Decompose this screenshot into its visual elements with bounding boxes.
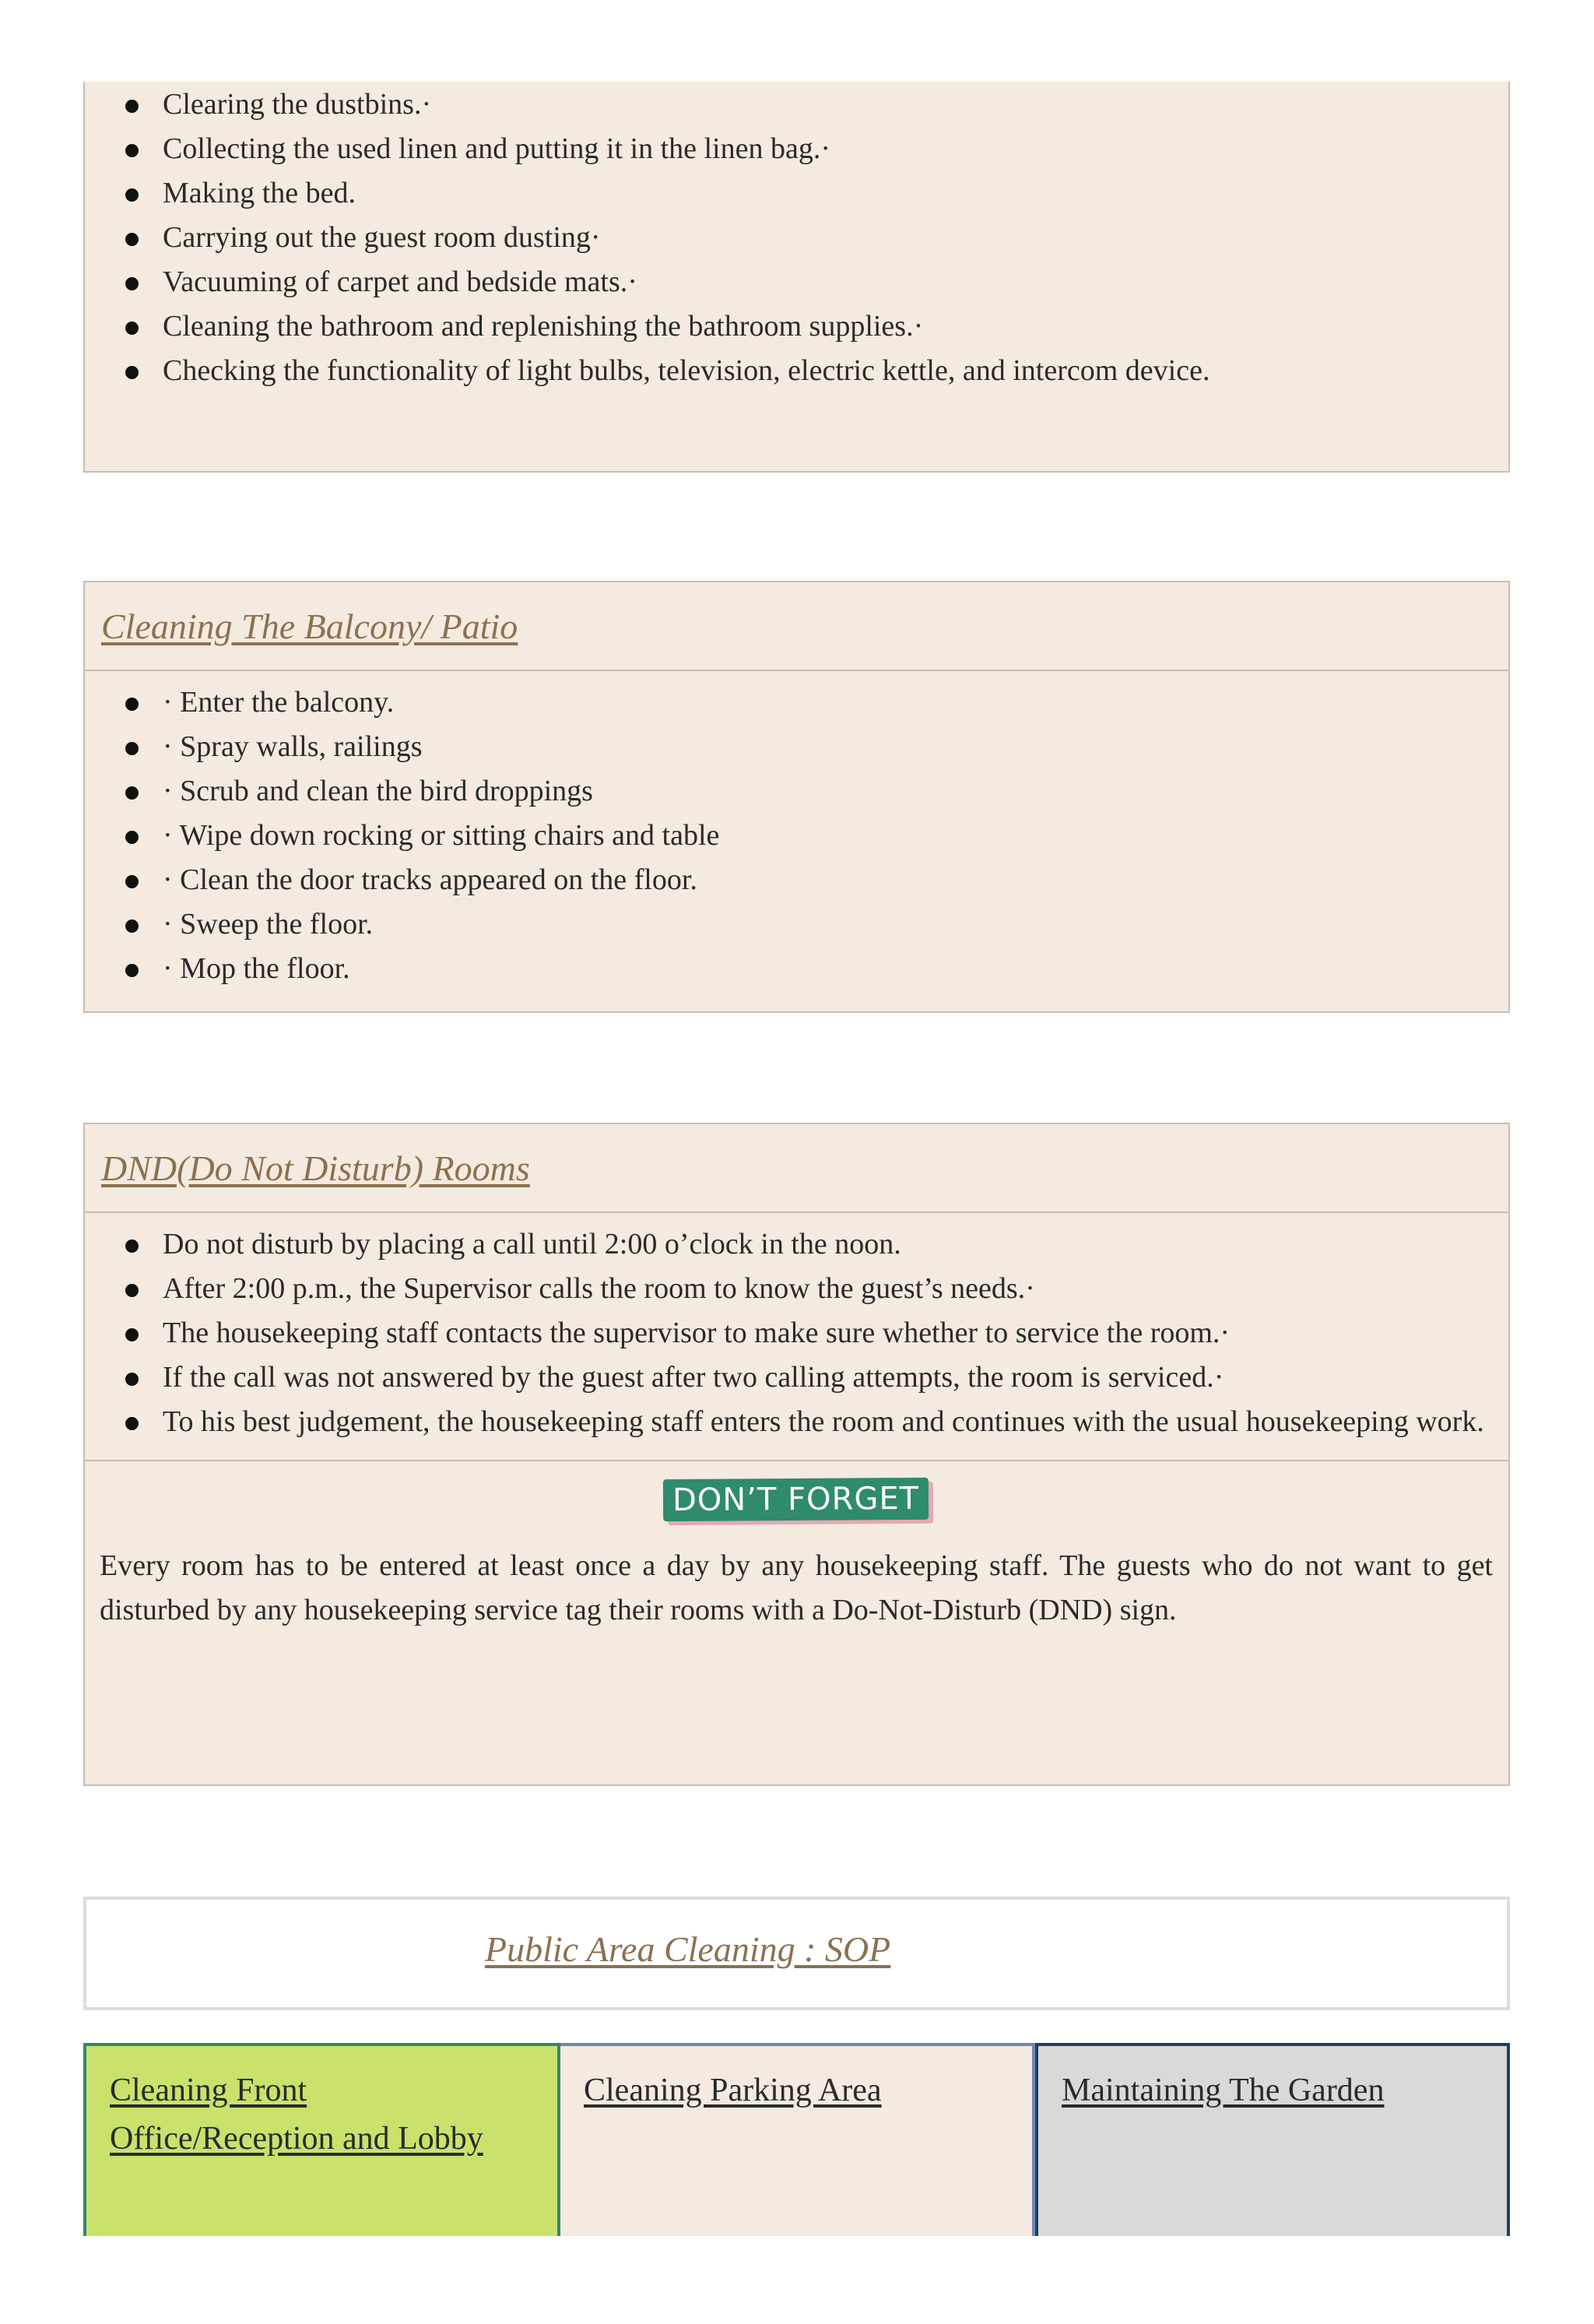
balcony-header xyxy=(85,582,1508,671)
balcony-panel xyxy=(83,581,1510,1013)
list-item: · Clean the door tracks appeared on the floor. xyxy=(85,858,1508,902)
dnd-panel xyxy=(83,1123,1510,1786)
list-item: To his best judgement, the housekeeping staff enters the room and continues with the usual housekeeping work. xyxy=(85,1400,1508,1444)
public-area-header xyxy=(83,1897,1510,2010)
list-item: Do not disturb by placing a call until 2:00 o’clock in the noon. xyxy=(85,1222,1508,1267)
tab-garden-label[interactable]: Maintaining The Garden xyxy=(1062,2073,1385,2108)
dnd-list xyxy=(85,1213,1508,1460)
dnd-note-text: Every room has to be entered at least once a day by any housekeeping staff. The guests who do not want to get disturbed by any housekeeping service tag their rooms with a Do-Not-Disturb (DND) sign. xyxy=(100,1549,1493,1626)
list-item: · Enter the balcony. xyxy=(85,680,1508,725)
room-cleaning-panel xyxy=(83,82,1510,473)
list-item: Making the bed. xyxy=(85,171,1508,216)
list-item: If the call was not answered by the guest after two calling attempts, the room is serviced.· xyxy=(85,1355,1508,1400)
tab-garden[interactable] xyxy=(1035,2043,1510,2236)
dnd-header xyxy=(85,1124,1508,1213)
public-area-title[interactable]: Public Area Cleaning : SOP xyxy=(485,1929,891,1969)
tab-parking-area[interactable] xyxy=(560,2043,1035,2236)
public-area-tabs xyxy=(83,2043,1510,2236)
tab-front-office-label[interactable]: Cleaning Front Office/Reception and Lobby xyxy=(110,2073,483,2157)
list-item: After 2:00 p.m., the Supervisor calls the room to know the guest’s needs.· xyxy=(85,1267,1508,1311)
list-item: Clearing the dustbins.· xyxy=(85,83,1508,127)
list-item: · Scrub and clean the bird droppings xyxy=(85,769,1508,814)
list-item: Checking the functionality of light bulbs, television, electric kettle, and intercom device. xyxy=(85,349,1508,393)
dont-forget-badge: DON’T FORGET xyxy=(663,1478,929,1521)
list-item: · Sweep the floor. xyxy=(85,902,1508,947)
list-item: · Spray walls, railings xyxy=(85,725,1508,769)
badge-wrap xyxy=(100,1478,1493,1521)
dnd-title[interactable]: DND(Do Not Disturb) Rooms xyxy=(101,1148,530,1188)
list-item: · Wipe down rocking or sitting chairs and table xyxy=(85,814,1508,858)
list-item: The housekeeping staff contacts the supervisor to make sure whether to service the room.· xyxy=(85,1311,1508,1355)
list-item: Collecting the used linen and putting it in the linen bag.· xyxy=(85,127,1508,171)
list-item: · Mop the floor. xyxy=(85,947,1508,991)
list-item: Carrying out the guest room dusting· xyxy=(85,216,1508,260)
dnd-note xyxy=(85,1460,1508,1656)
tab-front-office[interactable] xyxy=(83,2043,560,2236)
balcony-title[interactable]: Cleaning The Balcony/ Patio xyxy=(101,606,518,646)
list-item: Vacuuming of carpet and bedside mats.· xyxy=(85,260,1508,304)
balcony-list xyxy=(85,671,1508,991)
list-item: Cleaning the bathroom and replenishing the bathroom supplies.· xyxy=(85,304,1508,349)
room-cleaning-list xyxy=(85,82,1508,393)
tab-parking-area-label[interactable]: Cleaning Parking Area xyxy=(584,2073,882,2108)
